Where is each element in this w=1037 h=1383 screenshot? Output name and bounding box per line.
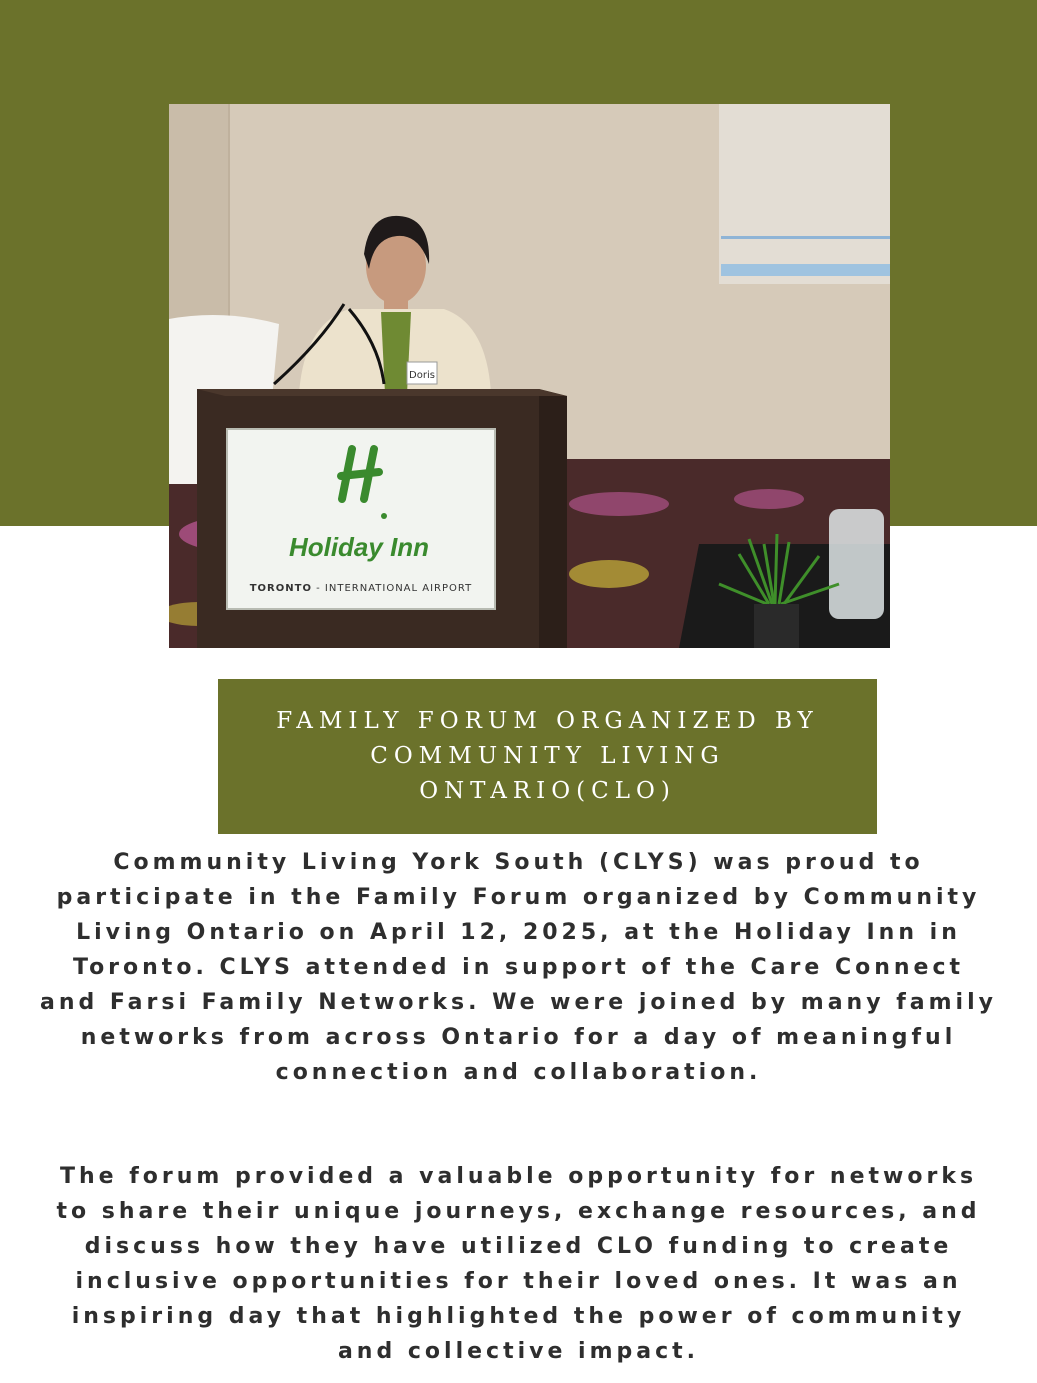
title-banner xyxy=(218,679,877,834)
page-title: FAMILY FORUM ORGANIZED BY COMMUNITY LIVING ONTARIO(CLO) xyxy=(276,708,819,804)
name-badge-text: Doris xyxy=(409,370,435,381)
holiday-inn-logo-text: Holiday Inn xyxy=(288,532,430,562)
sign-airport: - INTERNATIONAL AIRPORT xyxy=(311,583,473,594)
paragraph-intro: Community Living York South (CLYS) was proud to participate in the Family Forum organized by Community Living Ontario on April 12, 2025, at the Holiday Inn in Toronto. CLYS attended in support of the Care Connect and Farsi Family Networks. We were joined by many family networks from across Ontario for a day of meaningful connection and collaboration. xyxy=(40,850,997,1085)
event-photo xyxy=(169,104,890,648)
sign-location-text xyxy=(250,583,473,594)
sign-city: TORONTO xyxy=(249,583,312,594)
paragraph-summary: The forum provided a valuable opportunity for networks to share their unique journeys, exchange resources, and discuss how they have utilized CLO funding to create inclusive opportunities for their loved ones. It was an inspiring day that highlighted the power of community and collective impact. xyxy=(56,1164,981,1364)
